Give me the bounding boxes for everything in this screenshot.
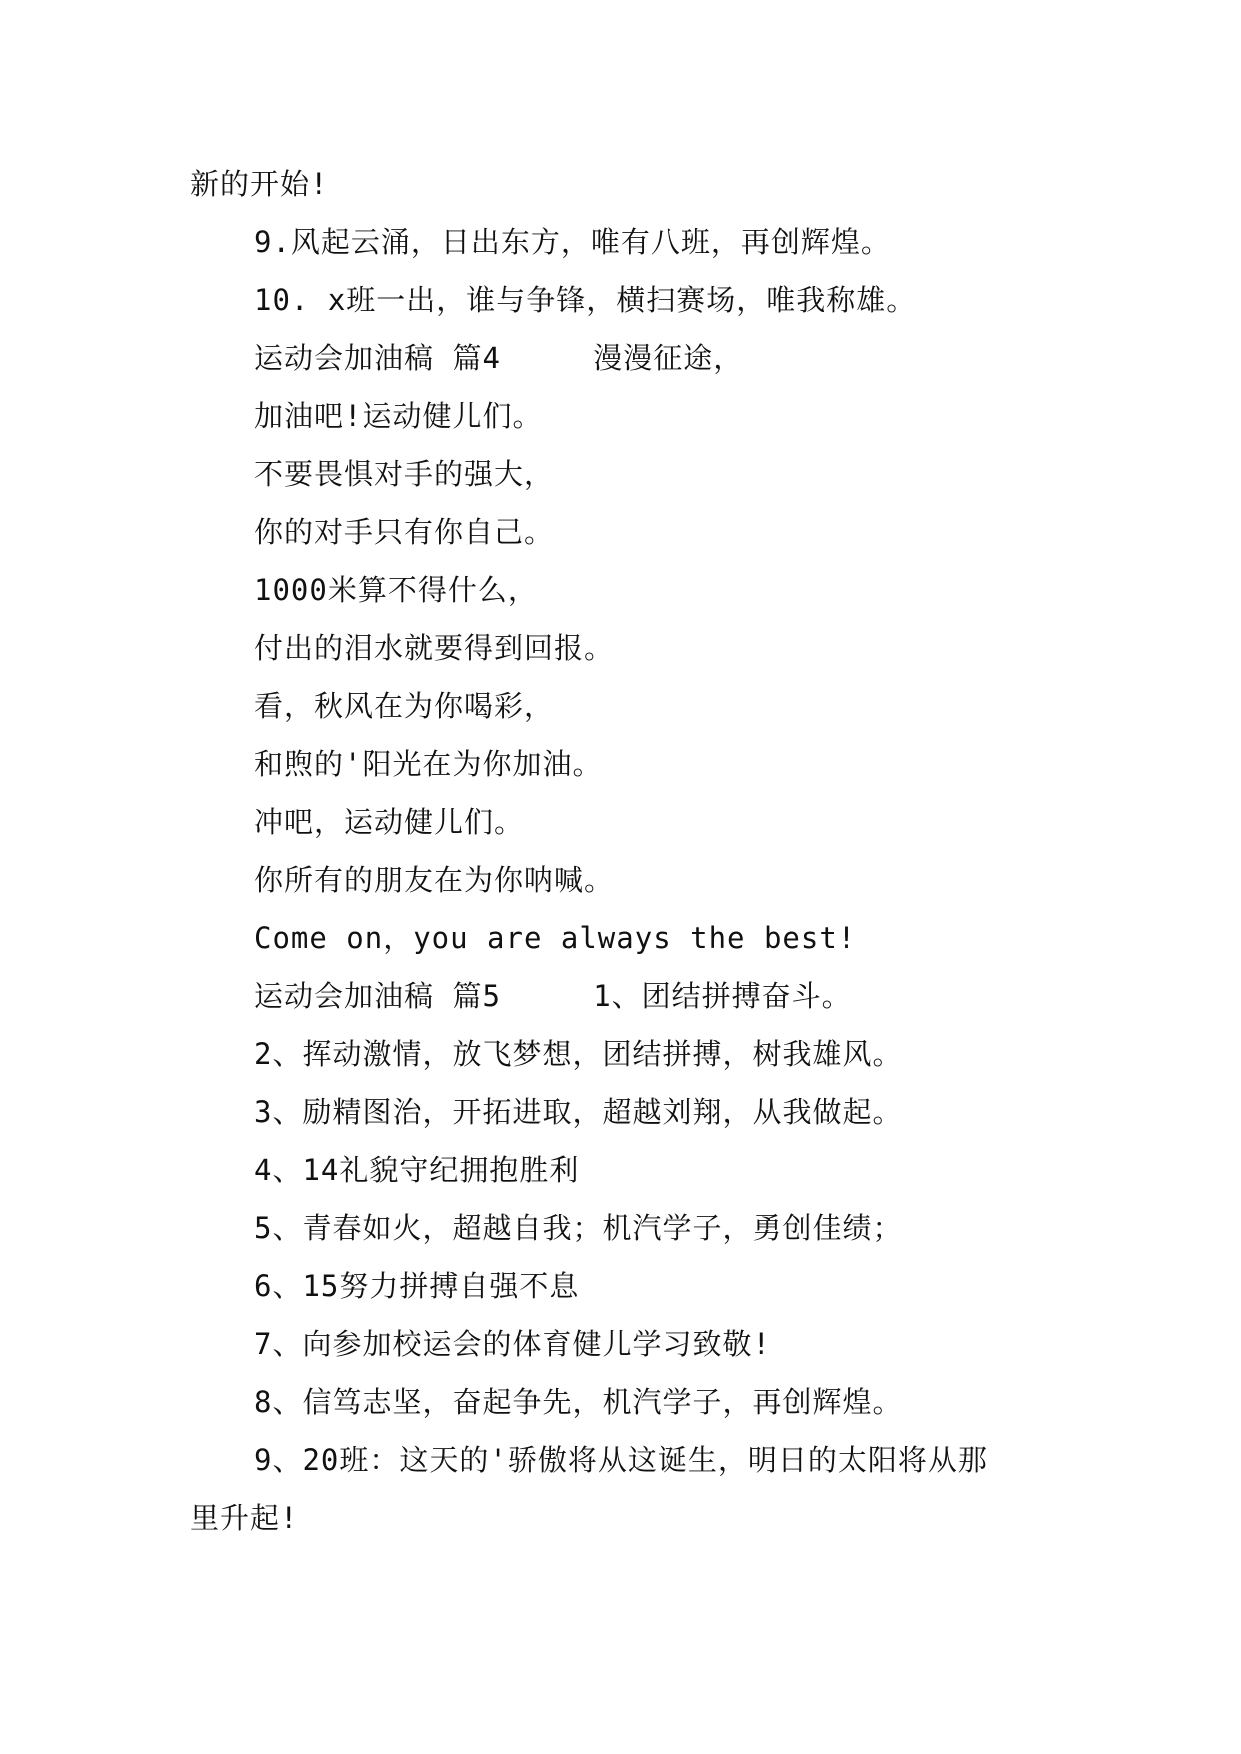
text-line: 新的开始! [190,167,329,201]
text-line: 付出的泪水就要得到回报。 [254,631,615,665]
text-line: 9.风起云涌，日出东方，唯有八班，再创辉煌。 [254,225,891,259]
text-line: 8、信笃志坚，奋起争先，机汽学子，再创辉煌。 [254,1385,903,1419]
text-line: 6、15努力拼搏自强不息 [254,1269,580,1303]
text-line: 9、20班：这天的'骄傲将从这诞生，明日的太阳将从那 [254,1443,988,1477]
text-line: 不要畏惧对手的强大， [254,457,555,491]
text-line: 3、励精图治，开拓进取，超越刘翔，从我做起。 [254,1095,903,1129]
text-line: 冲吧，运动健儿们。 [254,805,525,839]
text-line: 7、向参加校运会的体育健儿学习致敬! [254,1327,771,1361]
text-line: 你所有的朋友在为你呐喊。 [254,863,615,897]
text-line: 里升起! [190,1501,299,1535]
section-heading: 运动会加油稿 篇4 漫漫征途， [254,341,744,375]
text-line: 5、青春如火，超越自我；机汽学子，勇创佳绩； [254,1211,903,1245]
text-line: 加油吧!运动健儿们。 [254,399,543,433]
text-line: 你的对手只有你自己。 [254,515,555,549]
text-line: 10. x班一出，谁与争锋，横扫赛场，唯我称雄。 [254,283,917,317]
text-line: 1000米算不得什么， [254,573,538,607]
text-line: Come on，you are always the best! [254,921,857,955]
text-line: 看，秋风在为你喝彩， [254,689,555,723]
text-line: 2、挥动激情，放飞梦想，团结拼搏，树我雄风。 [254,1037,903,1071]
section-heading: 运动会加油稿 篇5 1、团结拼搏奋斗。 [254,979,852,1013]
text-line: 和煦的'阳光在为你加油。 [254,747,603,781]
text-line: 4、14礼貌守纪拥抱胜利 [254,1153,580,1187]
